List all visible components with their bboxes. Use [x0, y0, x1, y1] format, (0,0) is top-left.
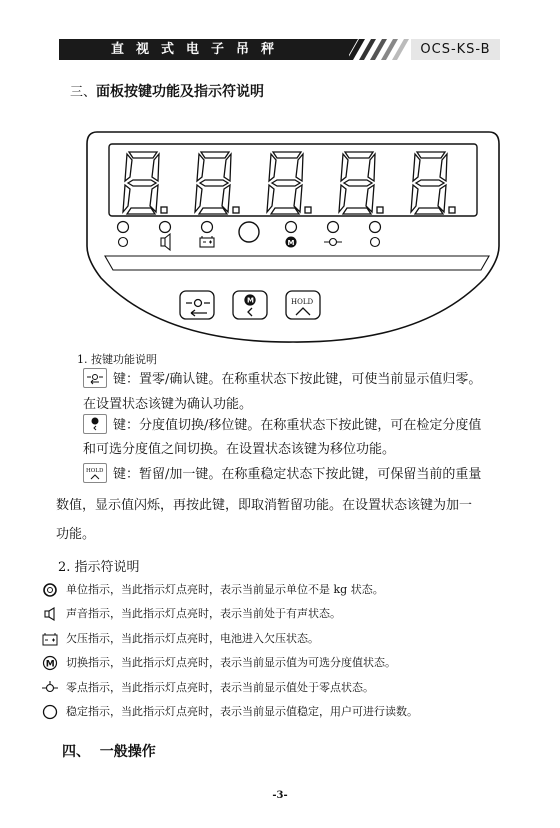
- header-banner: [59, 39, 500, 60]
- hold-key-line2: 数值，显示值闪烁，再按此键，即取消暂留功能。在设置状态该键为加一: [56, 498, 473, 513]
- section-3-heading: [70, 81, 264, 101]
- hold-key-line3: 功能。: [56, 527, 96, 542]
- indicator-row-battery: 欠压指示，当此指示灯点亮时，电池进入欠压状态。: [42, 628, 319, 650]
- section-3-title: 面板按键功能及指示符说明: [96, 84, 265, 100]
- battery-icon: [42, 631, 58, 647]
- switch-key-line2: 和可选分度值之间切换。在设置状态该键为移位功能。: [83, 442, 396, 457]
- unit-icon: [42, 582, 58, 598]
- zero-key-line2: 在设置状态该键为确认功能。: [83, 397, 253, 412]
- svg-text:M: M: [45, 659, 55, 670]
- switch-key-icon: [83, 414, 107, 434]
- section-3-number: 三、: [70, 85, 97, 100]
- hold-key-line1: HOLD 键：暂留/加一键。在称重稳定状态下按此键，可保留当前的重量: [83, 463, 481, 486]
- stable-icon: [42, 704, 58, 720]
- keys-heading: 1. 按键功能说明: [77, 353, 157, 366]
- zero-key-line1: 键：置零/确认键。在称重状态下按此键，可使当前显示值归零。: [83, 368, 481, 391]
- hold-key-icon: [83, 463, 107, 483]
- indicator-row-stable: 稳定指示，当此指示灯点亮时，表示当前显示值稳定，用户可进行读数。: [42, 701, 418, 723]
- speaker-icon: [42, 606, 58, 622]
- header-dark-bar: [59, 39, 349, 60]
- hold-key-label: HOLD: [291, 298, 314, 306]
- switch-m-icon: [42, 655, 58, 671]
- document-title: 直视式电子吊秤: [111, 42, 287, 57]
- indicators-heading: 2. 指示符说明: [58, 560, 140, 575]
- model-code: OCS-KS-B: [411, 39, 500, 60]
- svg-text:M: M: [287, 239, 295, 247]
- zero-icon: [42, 680, 58, 696]
- indicator-row-sound: 声音指示，当此指示灯点亮时，表示当前处于有声状态。: [42, 603, 341, 625]
- indicator-row-unit: 单位指示，当此指示灯点亮时，表示当前显示单位不是 kg 状态。: [42, 579, 384, 601]
- switch-key-line1: 键：分度值切换/移位键。在称重状态下按此键，可在检定分度值: [83, 414, 481, 437]
- panel-illustration: [83, 128, 503, 346]
- zero-key-icon: [83, 368, 107, 388]
- svg-text:M: M: [247, 296, 254, 305]
- header-stripes: [349, 39, 411, 60]
- panel-band: [105, 256, 489, 270]
- svg-text:HOLD: HOLD: [86, 467, 104, 474]
- section-4-heading: 四、 一般操作: [62, 744, 156, 760]
- indicator-row-zero: 零点指示，当此指示灯点亮时，表示当前显示值处于零点状态。: [42, 677, 374, 699]
- page-number: -3-: [272, 790, 288, 801]
- indicator-row-switch: M 切换指示，当此指示灯点亮时，表示当前显示值为可选分度值状态。: [42, 652, 396, 674]
